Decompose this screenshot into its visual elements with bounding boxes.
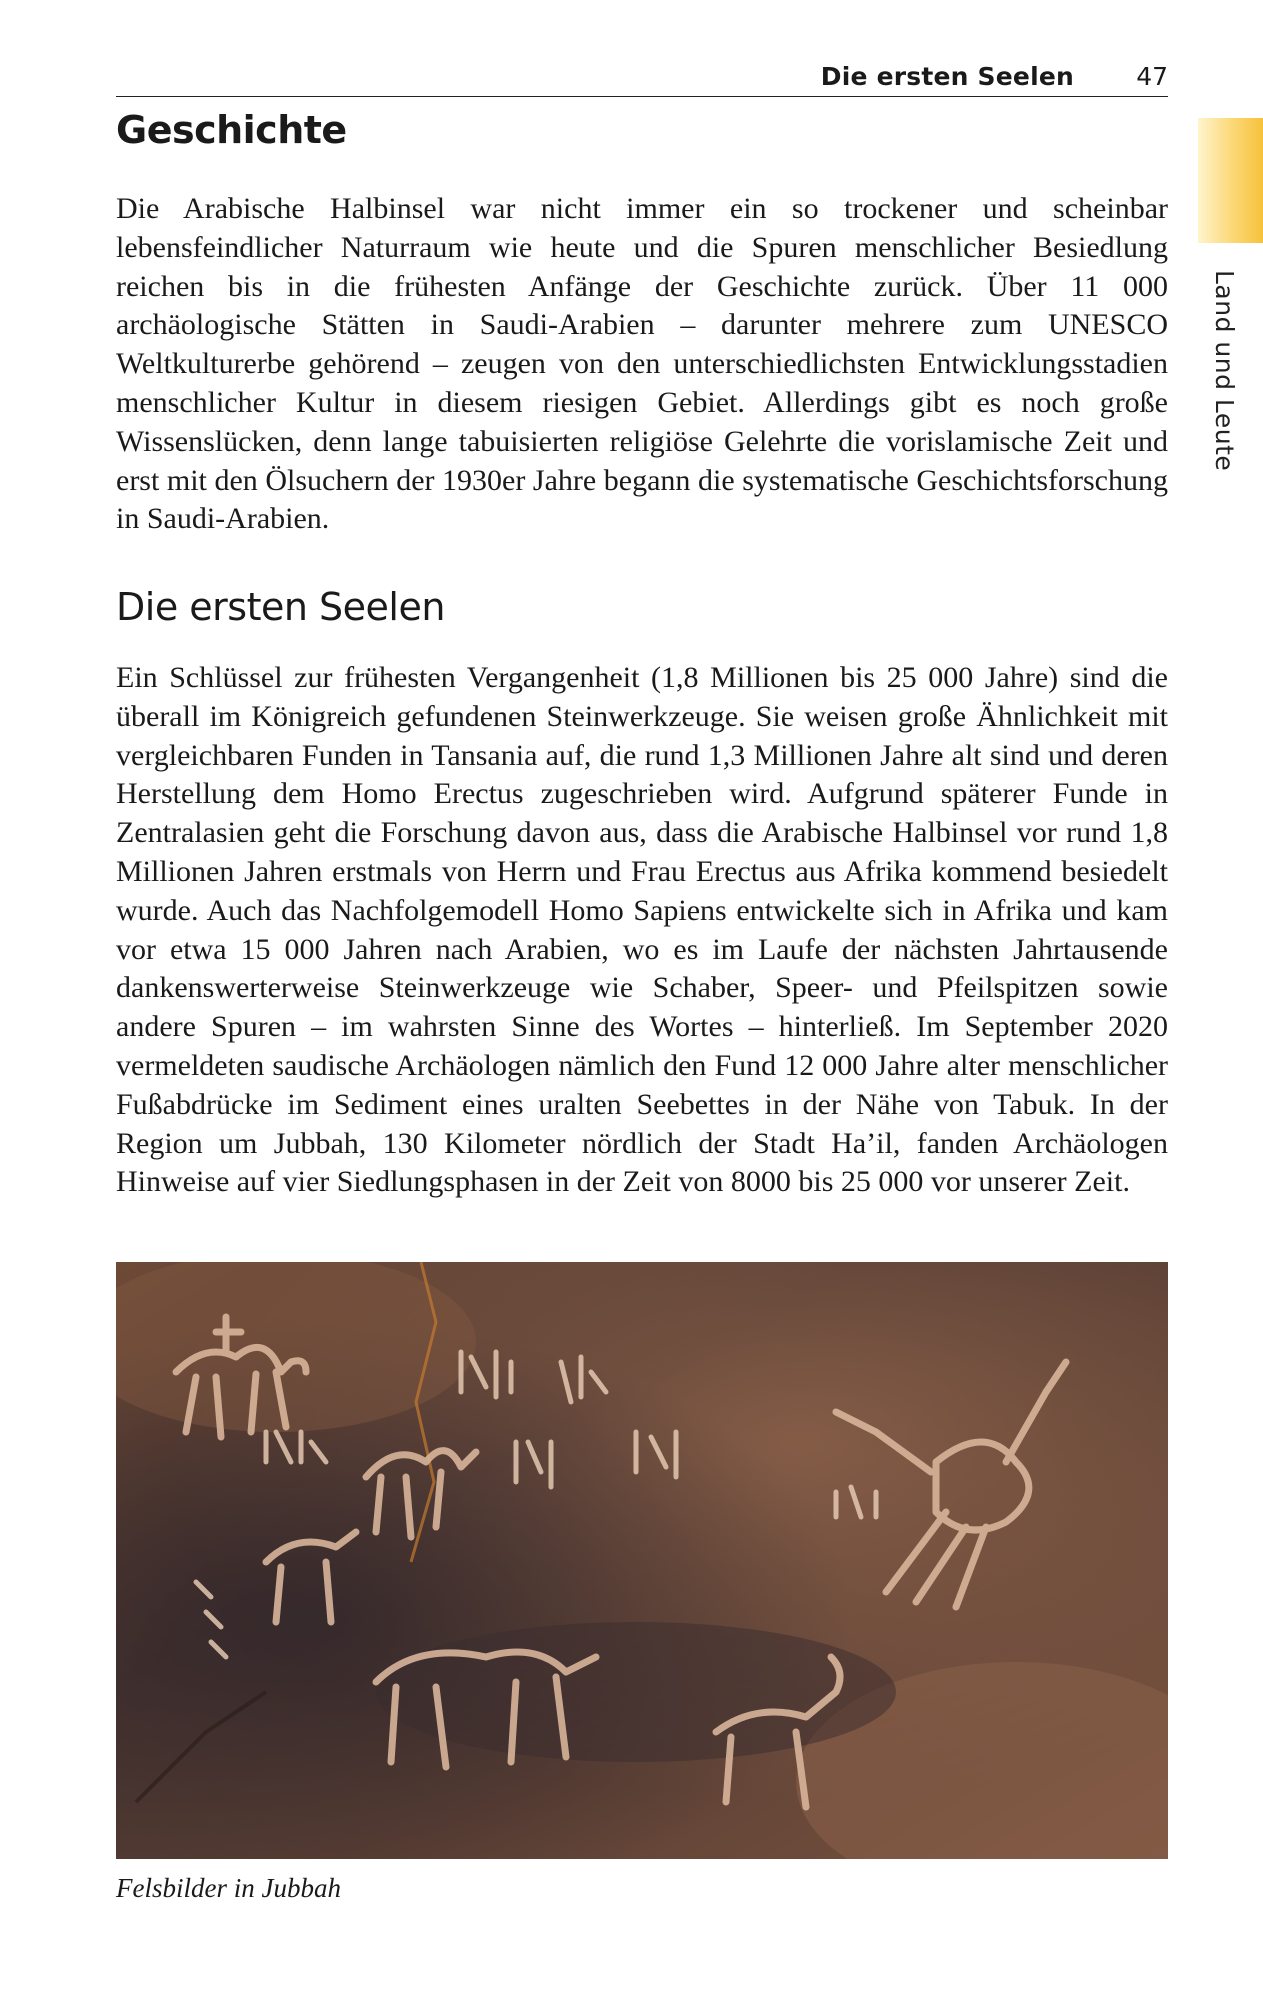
chapter-side-label: Land und Leute bbox=[1210, 270, 1239, 472]
chapter-thumb-tab bbox=[1198, 118, 1263, 243]
subsection-paragraph: Ein Schlüssel zur frühesten Vergangenheit (1,8 Millionen bis 25 000 Jahre) sind die überall im Königreich gefundenen Steinwerkzeuge. Sie weisen große Ähnlichkeit mit vergleichbaren Funden in Tansania auf, die rund 1,3 Millionen Jahre alt sind und deren Herstellung dem Homo Erectus zugeschrieben wird. Aufgrund späterer Funde in Zentralasien geht die Forschung davon aus, dass die Arabische Halbinsel vor rund 1,8 Millionen Jahren erstmals von Herrn und Frau Erectus aus Afrika kommend besiedelt wurde. Auch das Nachfolgemodell Homo Sapiens entwickelte sich in Afrika und kam vor etwa 15 000 Jahren nach Arabien, wo es im Laufe der nächsten Jahrtausende dankenswerterweise Steinwerkzeuge wie Schaber, Speer- und Pfeilspitzen sowie andere Spuren – im wahrsten Sinne des Wortes – hinterließ. Im September 2020 vermeldeten saudische Archäologen nämlich den Fund 12 000 Jahre alter menschlicher Fußabdrücke im Sediment eines uralten Seebettes in der Nähe von Tabuk. In der Region um Jubbah, 130 Kilometer nördlich der Stadt Ha’il, fanden Archäologen Hinweise auf vier Siedlungsphasen in der Zeit von 8000 bis 25 000 vor unserer Zeit. bbox=[116, 661, 1168, 1199]
page-number: 47 bbox=[1136, 62, 1168, 91]
running-header bbox=[116, 60, 1168, 97]
section-paragraph: Die Arabische Halbinsel war nicht immer ein so trockener und scheinbar lebensfeindlicher Naturraum wie heute und die Spuren menschlicher Besiedlung reichen bis in die frühesten Anfänge der Geschichte zurück. Über 11 000 archäologische Stätten in Saudi-Arabien – darunter mehrere zum UNESCO Weltkulturerbe gehörend – zeugen von den unterschiedlichsten Entwicklungsstadien menschlicher Kultur in diesem riesigen Gebiet. Allerdings gibt es noch große Wissenslücken, denn lange tabuisierten religiöse Gelehrte die vorislamische Zeit und erst mit den Ölsuchern der 1930er Jahre begann die systematische Geschichtsforschung in Saudi-Arabien. bbox=[116, 192, 1168, 536]
section-title: Geschichte bbox=[116, 108, 347, 152]
figure-caption: Felsbilder in Jubbah bbox=[116, 1873, 341, 1903]
subsection-title: Die ersten Seelen bbox=[116, 585, 445, 629]
rock-art-photo bbox=[116, 1262, 1168, 1859]
running-title: Die ersten Seelen bbox=[820, 62, 1074, 91]
